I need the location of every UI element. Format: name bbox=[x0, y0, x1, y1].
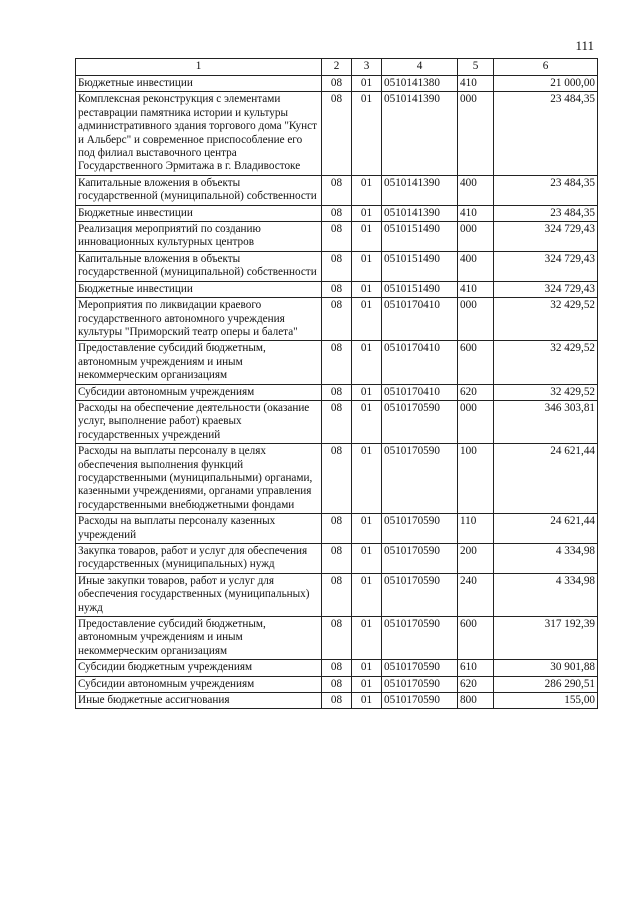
row-amount-cell: 346 303,81 bbox=[494, 400, 598, 443]
row-amount-cell: 23 484,35 bbox=[494, 175, 598, 205]
row-subsection-cell: 01 bbox=[352, 444, 382, 514]
header-cell-amount: 6 bbox=[494, 59, 598, 76]
row-amount-cell: 155,00 bbox=[494, 693, 598, 709]
row-target-article-cell: 0510170590 bbox=[382, 400, 458, 443]
row-name-cell: Иные бюджетные ассигнования bbox=[76, 693, 322, 709]
row-name-cell: Предоставление субсидий бюджетным, автономным учреждениям и иным некоммерческим организациям bbox=[76, 617, 322, 660]
table-row bbox=[76, 76, 598, 92]
row-subsection-cell: 01 bbox=[352, 251, 382, 281]
table-row bbox=[76, 222, 598, 252]
table-row bbox=[76, 444, 598, 514]
row-expense-type-cell: 000 bbox=[458, 400, 494, 443]
row-expense-type-cell: 600 bbox=[458, 341, 494, 384]
table-row bbox=[76, 400, 598, 443]
row-subsection-cell: 01 bbox=[352, 205, 382, 221]
row-section-cell: 08 bbox=[322, 544, 352, 574]
row-name-cell: Реализация мероприятий по созданию инновационных культурных центров bbox=[76, 222, 322, 252]
row-expense-type-cell: 610 bbox=[458, 660, 494, 676]
row-name-cell: Субсидии автономным учреждениям bbox=[76, 384, 322, 400]
row-expense-type-cell: 620 bbox=[458, 384, 494, 400]
row-target-article-cell: 0510170590 bbox=[382, 444, 458, 514]
row-expense-type-cell: 240 bbox=[458, 573, 494, 616]
row-subsection-cell: 01 bbox=[352, 222, 382, 252]
row-subsection-cell: 01 bbox=[352, 92, 382, 175]
row-amount-cell: 4 334,98 bbox=[494, 573, 598, 616]
table-row bbox=[76, 281, 598, 297]
row-expense-type-cell: 410 bbox=[458, 76, 494, 92]
row-name-cell: Субсидии бюджетным учреждениям bbox=[76, 660, 322, 676]
row-section-cell: 08 bbox=[322, 676, 352, 692]
row-target-article-cell: 0510141390 bbox=[382, 205, 458, 221]
header-cell-section: 2 bbox=[322, 59, 352, 76]
row-section-cell: 08 bbox=[322, 384, 352, 400]
row-section-cell: 08 bbox=[322, 281, 352, 297]
table-row bbox=[76, 544, 598, 574]
row-section-cell: 08 bbox=[322, 617, 352, 660]
row-target-article-cell: 0510170590 bbox=[382, 660, 458, 676]
row-expense-type-cell: 400 bbox=[458, 251, 494, 281]
row-subsection-cell: 01 bbox=[352, 341, 382, 384]
row-subsection-cell: 01 bbox=[352, 175, 382, 205]
row-section-cell: 08 bbox=[322, 251, 352, 281]
header-cell-expense-type: 5 bbox=[458, 59, 494, 76]
row-amount-cell: 286 290,51 bbox=[494, 676, 598, 692]
row-expense-type-cell: 200 bbox=[458, 544, 494, 574]
header-cell-subsection: 3 bbox=[352, 59, 382, 76]
table-row bbox=[76, 514, 598, 544]
row-amount-cell: 32 429,52 bbox=[494, 298, 598, 341]
row-expense-type-cell: 000 bbox=[458, 222, 494, 252]
row-section-cell: 08 bbox=[322, 341, 352, 384]
row-amount-cell: 24 621,44 bbox=[494, 514, 598, 544]
row-section-cell: 08 bbox=[322, 298, 352, 341]
row-target-article-cell: 0510141390 bbox=[382, 175, 458, 205]
row-name-cell: Бюджетные инвестиции bbox=[76, 205, 322, 221]
row-name-cell: Расходы на обеспечение деятельности (оказание услуг, выполнение работ) краевых государственных учреждений bbox=[76, 400, 322, 443]
row-amount-cell: 32 429,52 bbox=[494, 341, 598, 384]
row-expense-type-cell: 100 bbox=[458, 444, 494, 514]
row-subsection-cell: 01 bbox=[352, 298, 382, 341]
row-amount-cell: 317 192,39 bbox=[494, 617, 598, 660]
row-target-article-cell: 0510170590 bbox=[382, 676, 458, 692]
row-target-article-cell: 0510170590 bbox=[382, 544, 458, 574]
table-row bbox=[76, 384, 598, 400]
row-section-cell: 08 bbox=[322, 222, 352, 252]
row-subsection-cell: 01 bbox=[352, 544, 382, 574]
row-expense-type-cell: 600 bbox=[458, 617, 494, 660]
row-amount-cell: 23 484,35 bbox=[494, 92, 598, 175]
row-target-article-cell: 0510151490 bbox=[382, 222, 458, 252]
row-amount-cell: 32 429,52 bbox=[494, 384, 598, 400]
row-target-article-cell: 0510151490 bbox=[382, 251, 458, 281]
row-name-cell: Закупка товаров, работ и услуг для обеспечения государственных (муниципальных) нужд bbox=[76, 544, 322, 574]
row-section-cell: 08 bbox=[322, 514, 352, 544]
header-cell-name: 1 bbox=[76, 59, 322, 76]
row-name-cell: Капитальные вложения в объекты государственной (муниципальной) собственности bbox=[76, 175, 322, 205]
row-amount-cell: 324 729,43 bbox=[494, 222, 598, 252]
table-row bbox=[76, 660, 598, 676]
table-header-row bbox=[76, 59, 598, 76]
row-target-article-cell: 0510170590 bbox=[382, 573, 458, 616]
row-subsection-cell: 01 bbox=[352, 693, 382, 709]
row-section-cell: 08 bbox=[322, 400, 352, 443]
row-name-cell: Бюджетные инвестиции bbox=[76, 281, 322, 297]
row-target-article-cell: 0510151490 bbox=[382, 281, 458, 297]
table-row bbox=[76, 298, 598, 341]
row-subsection-cell: 01 bbox=[352, 514, 382, 544]
row-subsection-cell: 01 bbox=[352, 676, 382, 692]
row-target-article-cell: 0510141380 bbox=[382, 76, 458, 92]
row-section-cell: 08 bbox=[322, 444, 352, 514]
row-section-cell: 08 bbox=[322, 205, 352, 221]
row-name-cell: Расходы на выплаты персоналу казенных учреждений bbox=[76, 514, 322, 544]
row-name-cell: Комплексная реконструкция с элементами реставрации памятника истории и культуры административного здания торгового дома "Кунст и Альберс" и современное приспособление его под филиал выставочного центра Государственного Эрмитажа в г. Владивостоке bbox=[76, 92, 322, 175]
row-section-cell: 08 bbox=[322, 660, 352, 676]
row-expense-type-cell: 800 bbox=[458, 693, 494, 709]
page-number: 111 bbox=[575, 38, 594, 53]
row-target-article-cell: 0510170590 bbox=[382, 514, 458, 544]
row-name-cell: Мероприятия по ликвидации краевого государственного автономного учреждения культуры "Приморский театр оперы и балета" bbox=[76, 298, 322, 341]
row-amount-cell: 23 484,35 bbox=[494, 205, 598, 221]
row-name-cell: Расходы на выплаты персоналу в целях обеспечения выполнения функций государственными (муниципальными) органами, казенными учреждениями, органами управления государственными внебюджетными фондами bbox=[76, 444, 322, 514]
row-amount-cell: 324 729,43 bbox=[494, 251, 598, 281]
row-target-article-cell: 0510170410 bbox=[382, 384, 458, 400]
table-row bbox=[76, 573, 598, 616]
row-section-cell: 08 bbox=[322, 573, 352, 616]
row-target-article-cell: 0510141390 bbox=[382, 92, 458, 175]
table-row bbox=[76, 341, 598, 384]
row-target-article-cell: 0510170590 bbox=[382, 693, 458, 709]
row-subsection-cell: 01 bbox=[352, 281, 382, 297]
row-subsection-cell: 01 bbox=[352, 660, 382, 676]
row-expense-type-cell: 410 bbox=[458, 205, 494, 221]
table-row bbox=[76, 175, 598, 205]
row-amount-cell: 30 901,88 bbox=[494, 660, 598, 676]
row-section-cell: 08 bbox=[322, 76, 352, 92]
budget-table bbox=[75, 58, 598, 709]
row-name-cell: Субсидии автономным учреждениям bbox=[76, 676, 322, 692]
row-expense-type-cell: 410 bbox=[458, 281, 494, 297]
row-expense-type-cell: 400 bbox=[458, 175, 494, 205]
table-row bbox=[76, 205, 598, 221]
table-row bbox=[76, 693, 598, 709]
row-subsection-cell: 01 bbox=[352, 384, 382, 400]
row-subsection-cell: 01 bbox=[352, 76, 382, 92]
row-section-cell: 08 bbox=[322, 92, 352, 175]
row-expense-type-cell: 620 bbox=[458, 676, 494, 692]
row-expense-type-cell: 110 bbox=[458, 514, 494, 544]
row-target-article-cell: 0510170410 bbox=[382, 298, 458, 341]
row-amount-cell: 24 621,44 bbox=[494, 444, 598, 514]
row-expense-type-cell: 000 bbox=[458, 92, 494, 175]
row-amount-cell: 324 729,43 bbox=[494, 281, 598, 297]
table-row bbox=[76, 251, 598, 281]
table-row bbox=[76, 92, 598, 175]
row-subsection-cell: 01 bbox=[352, 400, 382, 443]
row-subsection-cell: 01 bbox=[352, 617, 382, 660]
row-section-cell: 08 bbox=[322, 175, 352, 205]
row-name-cell: Иные закупки товаров, работ и услуг для обеспечения государственных (муниципальных) нужд bbox=[76, 573, 322, 616]
row-target-article-cell: 0510170410 bbox=[382, 341, 458, 384]
table-row bbox=[76, 617, 598, 660]
row-section-cell: 08 bbox=[322, 693, 352, 709]
row-name-cell: Бюджетные инвестиции bbox=[76, 76, 322, 92]
header-cell-target-article: 4 bbox=[382, 59, 458, 76]
row-amount-cell: 4 334,98 bbox=[494, 544, 598, 574]
row-amount-cell: 21 000,00 bbox=[494, 76, 598, 92]
row-name-cell: Капитальные вложения в объекты государственной (муниципальной) собственности bbox=[76, 251, 322, 281]
table-row bbox=[76, 676, 598, 692]
row-expense-type-cell: 000 bbox=[458, 298, 494, 341]
row-subsection-cell: 01 bbox=[352, 573, 382, 616]
row-target-article-cell: 0510170590 bbox=[382, 617, 458, 660]
row-name-cell: Предоставление субсидий бюджетным, автономным учреждениям и иным некоммерческим организациям bbox=[76, 341, 322, 384]
